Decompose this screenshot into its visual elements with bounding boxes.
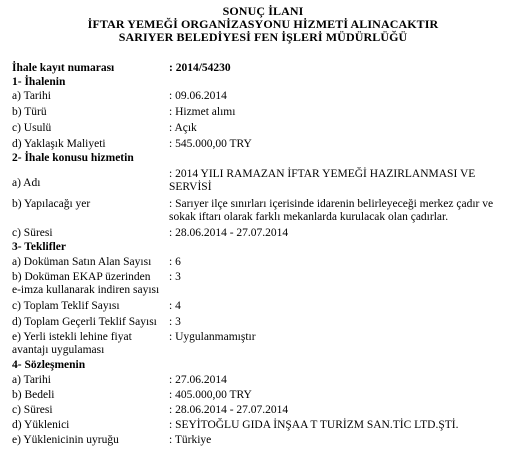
s3-gecerli-text: 3 (175, 316, 181, 328)
s2-adi-label: a) Adı (12, 177, 41, 189)
colon: : (169, 198, 173, 210)
colon: : (169, 389, 173, 401)
s4-tarihi-value (169, 374, 519, 387)
s4-yuklenici-text: SEYİTOĞLU GIDA İNŞAA T TURİZM SAN.TİC LTD.ŞTİ. (175, 419, 459, 431)
colon: : (169, 404, 173, 416)
s1-usulu-value (169, 122, 519, 135)
s4-bedeli-value (169, 389, 519, 402)
colon: : (169, 300, 173, 312)
s4-uyruk-value (169, 434, 519, 447)
colon: : (169, 106, 173, 118)
s3-toplam-label: c) Toplam Teklif Sayısı (12, 300, 120, 312)
colon: : (169, 331, 173, 343)
s3-gecerli-label: d) Toplam Geçerli Teklif Sayısı (12, 316, 157, 328)
s3-yerli-text: Uygulanmamıştır (175, 331, 256, 343)
s1-tarihi-text: 09.06.2014 (175, 90, 227, 102)
s3-gecerli-value (169, 316, 519, 329)
s3-alan-text: 6 (175, 256, 181, 268)
s4-uyruk-label: e) Yüklenicinin uyruğu (12, 434, 119, 446)
s3-toplam-value (169, 300, 519, 313)
colon: : (169, 138, 173, 150)
kayit-number: 2014/54230 (175, 62, 231, 74)
section-2-title: 2- İhale konusu hizmetin (12, 152, 134, 164)
s2-yer-value (169, 198, 514, 224)
colon: : (169, 271, 173, 283)
s3-ekap-value (169, 271, 519, 284)
s1-turu-text: Hizmet alımı (175, 106, 236, 118)
s1-tarihi-value (169, 90, 519, 103)
s4-yuklenici-value (169, 419, 519, 432)
s2-suresi-label: c) Süresi (12, 227, 53, 239)
s1-turu-value (169, 106, 519, 119)
s1-tarihi-label: a) Tarihi (12, 90, 51, 102)
s3-yerli-value (169, 331, 519, 344)
section-1-title: 1- İhalenin (12, 76, 66, 88)
s4-suresi-label: c) Süresi (12, 404, 53, 416)
doc-type-title: SONUÇ İLANI (222, 4, 304, 18)
s2-adi-text: 2014 YILI RAMAZAN İFTAR YEMEĞİ HAZIRLANMASI VE SERVİSİ (169, 168, 476, 193)
s4-bedeli-text: 405.000,00 TRY (175, 389, 252, 401)
s1-turu-label: b) Türü (12, 106, 47, 118)
s3-ekap-text: 3 (175, 271, 181, 283)
section-3-title: 3- Teklifler (12, 241, 66, 253)
colon: : (169, 434, 173, 446)
s2-adi-value (169, 168, 489, 194)
s4-tarihi-label: a) Tarihi (12, 374, 51, 386)
s1-maliyet-label: d) Yaklaşık Maliyeti (12, 138, 106, 150)
colon: : (169, 227, 173, 239)
s1-maliyet-text: 545.000,00 TRY (175, 138, 252, 150)
s3-yerli-label: e) Yerli istekli lehine fiyat avantajı uygulaması (12, 331, 132, 356)
s4-suresi-text: 28.06.2014 - 27.07.2014 (175, 404, 289, 416)
s2-yer-text: Sarıyer ilçe sınırları içerisinde idarenin belirleyeceği merkez çadır ve sokak iftarı olarak farklı mekanlarda kurulacak olan çadırlar. (169, 198, 494, 223)
colon: : (169, 90, 173, 102)
s1-usulu-text: Açık (174, 122, 197, 134)
colon: : (169, 168, 173, 180)
colon: : (169, 316, 173, 328)
s4-yuklenici-label: d) Yüklenici (12, 419, 70, 431)
s2-suresi-text: 28.06.2014 - 27.07.2014 (175, 227, 289, 239)
s2-suresi-value (169, 227, 519, 240)
s3-ekap-label: b) Doküman EKAP üzerinden e-imza kullanarak indiren sayısı (12, 271, 160, 296)
s4-bedeli-label: b) Bedeli (12, 389, 55, 401)
s4-suresi-value (169, 404, 519, 417)
section-4-title: 4- Sözleşmenin (12, 359, 86, 371)
s3-toplam-text: 4 (175, 300, 181, 312)
s3-alan-value (169, 256, 519, 269)
s1-usulu-label: c) Usulü (12, 122, 52, 134)
colon: : (169, 256, 173, 268)
colon: : (169, 419, 173, 431)
kayit-value (169, 62, 519, 75)
institution-title: SARIYER BELEDİYESİ FEN İŞLERİ MÜDÜRLÜĞÜ (118, 30, 408, 44)
colon: : (169, 122, 173, 134)
s1-maliyet-value (169, 138, 519, 151)
s4-tarihi-text: 27.06.2014 (175, 374, 227, 386)
colon: : (169, 62, 173, 74)
s3-alan-label: a) Doküman Satın Alan Sayısı (12, 256, 152, 268)
colon: : (169, 374, 173, 386)
kayit-label: İhale kayıt numarası (12, 62, 115, 74)
announcement-title: İFTAR YEMEĞİ ORGANİZASYONU HİZMETİ ALINACAKTIR (87, 17, 439, 31)
s4-uyruk-text: Türkiye (174, 434, 212, 446)
s2-yer-label: b) Yapılacağı yer (12, 198, 91, 210)
